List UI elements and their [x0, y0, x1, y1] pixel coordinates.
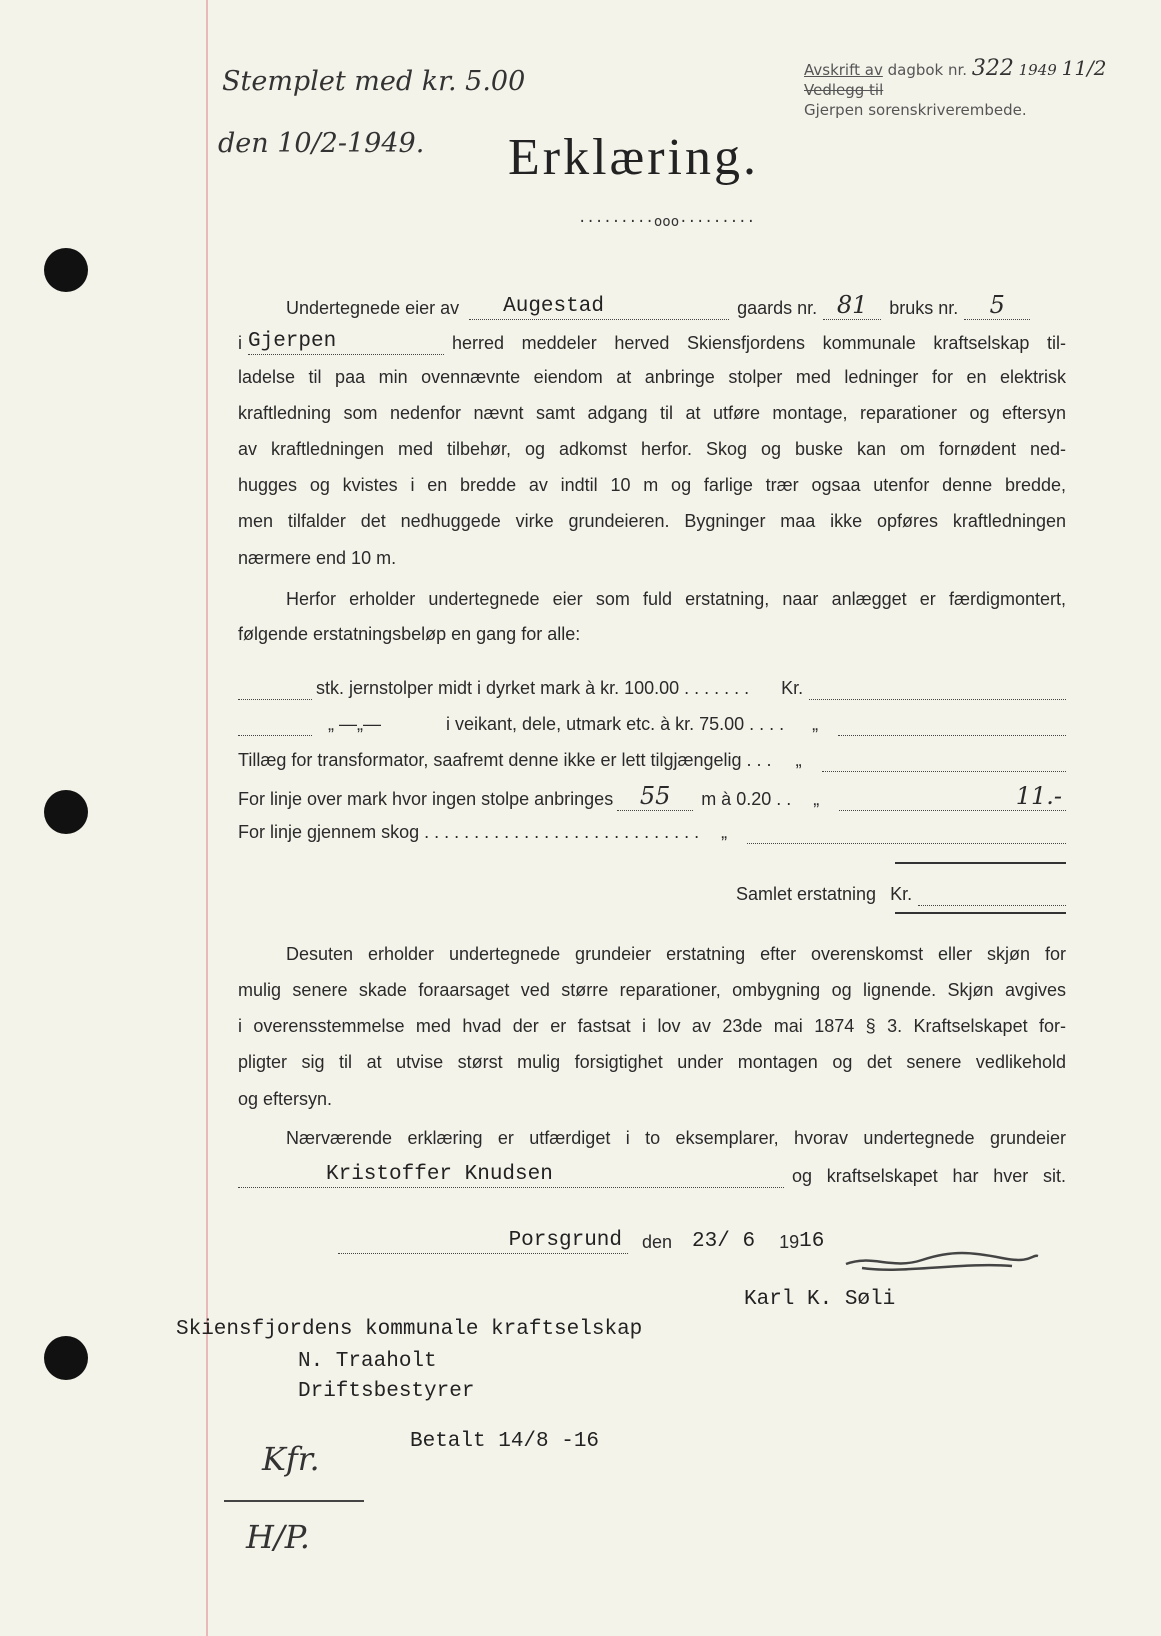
- intro-line-7: men tilfalder det nedhuggede virke grundeieren. Bygninger maa ikke opføres kraftledningen: [238, 511, 1066, 531]
- intro-line-1: [286, 293, 1066, 320]
- initials-line1: Kfr.: [262, 1440, 320, 1478]
- row3-amount-field: [822, 771, 1066, 772]
- intro-line-6: hugges og kvistes i en bredde av indtil 10 m og farlige trær ogsaa utenfor denne bredde,: [238, 475, 1066, 495]
- row2-label: i veikant, dele, utmark etc. à kr. 75.00 . . . .: [446, 714, 785, 734]
- intro-text: i: [238, 333, 242, 353]
- copies-line-2: [238, 1161, 1066, 1188]
- owner-name: Kristoffer Knudsen: [326, 1163, 553, 1186]
- stamp-date: 11/2: [1061, 56, 1107, 80]
- intro-line-8: nærmere end 10 m.: [238, 548, 397, 568]
- damage-line-3: i overensstemmelse med hvad der er fastsat i lov av 23de mai 1874 § 3. Kraftselskapet for-: [238, 1016, 1066, 1036]
- intro-line-5: av kraftledningen med tilbehør, og adkomst herfor. Skog og buske kan om fornødent ned-: [238, 439, 1066, 459]
- stamp-line1-tail: dagbok nr.: [887, 61, 968, 79]
- row4-label-b: m à 0.20 . .: [701, 789, 792, 809]
- total-rule: [895, 912, 1066, 914]
- gaards-nr: 81: [836, 291, 868, 319]
- date-value: 23/ 6: [692, 1230, 756, 1253]
- company-line-3: Driftsbestyrer: [298, 1380, 475, 1403]
- intro-text: herred meddeler herved Skiensfjordens kommunale kraftselskap til-: [452, 333, 1066, 353]
- row5-amount-field: [747, 843, 1066, 844]
- compensation-line-2: følgende erstatningsbeløp en gang for alle:: [238, 624, 581, 644]
- registry-stamp: [804, 58, 1107, 120]
- row1-label: stk. jernstolper midt i dyrket mark à kr. 100.00 . . . . . . .: [316, 678, 750, 698]
- damage-line-1: Desuten erholder undertegnede grundeier erstatning efter overenskomst eller skjøn for: [286, 944, 1066, 964]
- year-prefix: 19: [779, 1232, 800, 1252]
- stamp-line1: Avskrift av: [804, 61, 883, 79]
- company-line-1: Skiensfjordens kommunale kraftselskap: [176, 1318, 643, 1341]
- intro-line-3: ladelse til paa min ovennævnte eiendom at anbringe stolper med ledninger for en elektrisk: [238, 367, 1066, 387]
- document-title: Erklæring.: [508, 129, 759, 186]
- signature-scribble: [842, 1244, 1042, 1280]
- total-label: Samlet erstatning: [736, 884, 877, 904]
- intro-line-2: [238, 328, 1066, 355]
- stamp-line3: Gjerpen sorenskriverembede.: [804, 101, 1027, 119]
- place-field: [338, 1227, 628, 1254]
- row1-qty-field: [238, 699, 312, 700]
- subtotal-rule: [895, 862, 1066, 864]
- row5-label: For linje gjennem skog . . . . . . . . . . . . . . . . . . . . . . . . . . . .: [238, 822, 700, 842]
- place-name: Porsgrund: [508, 1229, 622, 1252]
- table-row-4: [238, 784, 1066, 811]
- intro-text: gaards nr.: [737, 298, 818, 318]
- owner-field: [238, 1161, 784, 1188]
- row5-unit: „: [721, 822, 728, 842]
- total-unit: Kr.: [890, 884, 913, 904]
- table-row-1: [238, 676, 1066, 700]
- margin-note-line2: den 10/2-1949.: [218, 128, 425, 159]
- copies-tail: og kraftselskapet har hver sit.: [792, 1166, 1066, 1186]
- intro-line-4: kraftledning som nedenfor nævnt samt adgang til at utføre montage, reparationer og eftersyn: [238, 403, 1066, 423]
- row1-unit: Kr.: [781, 678, 804, 698]
- property-field: [469, 293, 729, 320]
- margin-line: [206, 0, 208, 1636]
- table-row-3: [238, 748, 1066, 772]
- year-suffix: 16: [799, 1230, 825, 1253]
- stamp-line2: Vedlegg til: [804, 81, 884, 99]
- initials-line2: H/P.: [246, 1518, 310, 1556]
- herred-field: [248, 328, 444, 355]
- total-amount-field: [918, 905, 1066, 906]
- row2-ditto: „ —„—: [328, 714, 381, 734]
- table-row-2: [238, 712, 1066, 736]
- row2-unit: „: [812, 714, 819, 734]
- row3-unit: „: [795, 750, 802, 770]
- property-name: Augestad: [503, 295, 604, 318]
- row4-meters-field: [617, 784, 693, 811]
- row1-amount-field: [809, 699, 1066, 700]
- row4-meters: 55: [639, 782, 671, 810]
- den-label: den: [642, 1232, 673, 1252]
- stamp-year: 1949: [1018, 61, 1057, 79]
- damage-line-5: og eftersyn.: [238, 1089, 333, 1109]
- title-ornament: ·········ooo·········: [578, 214, 756, 230]
- gaards-nr-field: [823, 293, 881, 320]
- margin-note-line1: Stemplet med kr. 5.00: [222, 66, 526, 97]
- paid-note: Betalt 14/8 -16: [410, 1430, 600, 1453]
- herred-name: Gjerpen: [248, 330, 337, 353]
- stamp-dagbok-number: 322: [971, 56, 1014, 81]
- row4-amount: 11.-: [1015, 782, 1062, 810]
- signer-name: Karl K. Søli: [744, 1288, 896, 1311]
- intro-text: bruks nr.: [889, 298, 959, 318]
- row4-unit: „: [813, 789, 820, 809]
- total-row: [736, 882, 1066, 906]
- row4-label-a: For linje over mark hvor ingen stolpe anbringes: [238, 789, 614, 809]
- row2-amount-field: [838, 735, 1066, 736]
- row2-qty-field: [238, 735, 312, 736]
- place-date-row: [338, 1227, 858, 1254]
- punch-hole: [44, 790, 88, 834]
- intro-text: Undertegnede eier av: [286, 298, 460, 318]
- damage-line-4: pligter sig til at utvise størst mulig forsigtighet under montagen og det senere vedlikehold: [238, 1052, 1066, 1072]
- copies-line-1: Nærværende erklæring er utfærdiget i to eksemplarer, hvorav undertegnede grundeier: [286, 1128, 1066, 1148]
- initials-rule: [224, 1500, 364, 1502]
- company-line-2: N. Traaholt: [298, 1350, 437, 1373]
- punch-hole: [44, 248, 88, 292]
- compensation-line-1: Herfor erholder undertegnede eier som fuld erstatning, naar anlægget er færdigmontert,: [286, 589, 1066, 609]
- row3-label: Tillæg for transformator, saafremt denne ikke er lett tilgjængelig . . .: [238, 750, 772, 770]
- row4-amount-field: [839, 784, 1066, 811]
- punch-hole: [44, 1336, 88, 1380]
- damage-line-2: mulig senere skade foraarsaget ved større reparationer, ombygning og lignende. Skjøn avgives: [238, 980, 1066, 1000]
- table-row-5: [238, 820, 1066, 844]
- bruks-nr: 5: [989, 291, 1005, 319]
- bruks-nr-field: [964, 293, 1030, 320]
